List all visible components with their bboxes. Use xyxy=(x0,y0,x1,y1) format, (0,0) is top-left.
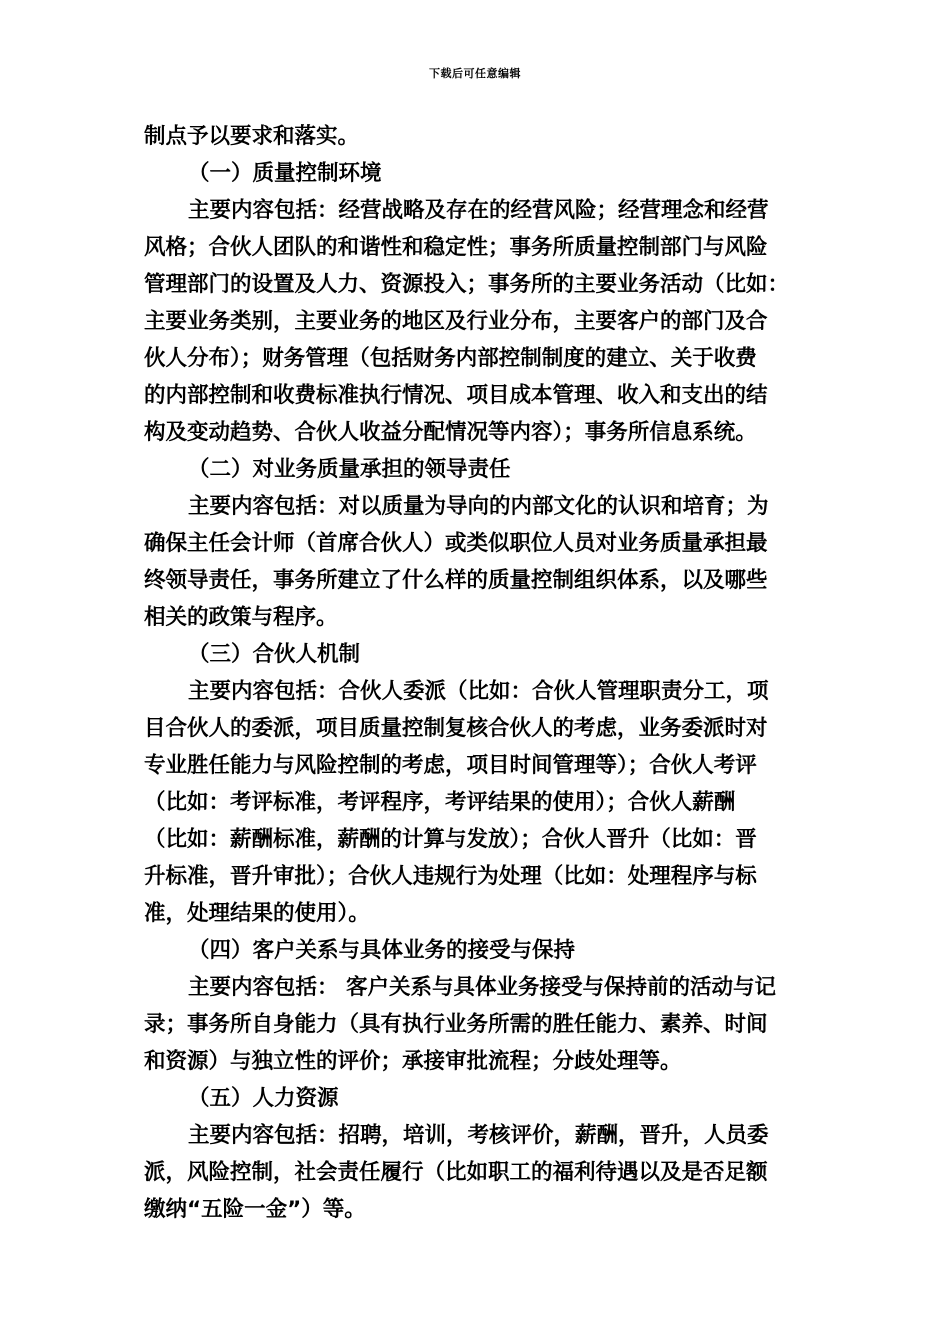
text-line: 升标准，晋升审批）；合伙人违规行为处理（比如：处理程序与标 xyxy=(144,864,757,889)
document-body xyxy=(144,118,824,1228)
text-line: 确保主任会计师（首席合伙人）或类似职位人员对业务质量承担最 xyxy=(144,531,768,556)
section-heading-1: （一）质量控制环境 xyxy=(188,161,382,186)
text-line: （比如：考评标准，考评程序，考评结果的使用）；合伙人薪酬 xyxy=(144,790,736,815)
text-line: 管理部门的设置及人力、资源投入；事务所的主要业务活动（比如： xyxy=(144,272,790,297)
text-line: 风格；合伙人团队的和谐性和稳定性；事务所质量控制部门与风险 xyxy=(144,235,768,260)
text-line: 录；事务所自身能力（具有执行业务所需的胜任能力、素养、时间 xyxy=(144,1012,768,1037)
text-line: 主要内容包括： 客户关系与具体业务接受与保持前的活动与记 xyxy=(188,975,776,1000)
text-line: 主要内容包括：经营战略及存在的经营风险；经营理念和经营 xyxy=(188,198,769,223)
text-line: 主要内容包括：对以质量为导向的内部文化的认识和培育；为 xyxy=(188,494,769,519)
text-line: 的内部控制和收费标准执行情况、项目成本管理、收入和支出的结 xyxy=(144,383,768,408)
text-line: 主要内容包括：招聘，培训，考核评价，薪酬，晋升，人员委 xyxy=(188,1123,769,1148)
text-line: 专业胜任能力与风险控制的考虑，项目时间管理等）；合伙人考评 xyxy=(144,753,757,778)
text-line: 准，处理结果的使用）。 xyxy=(144,901,370,926)
page-header: 下载后可任意编辑 xyxy=(429,67,521,80)
text-line: 制点予以要求和落实。 xyxy=(144,124,360,149)
text-line: 主要内容包括：合伙人委派（比如：合伙人管理职责分工，项 xyxy=(188,679,769,704)
text-line: 派，风险控制，社会责任履行（比如职工的福利待遇以及是否足额 xyxy=(144,1160,768,1185)
text-line: 终领导责任，事务所建立了什么样的质量控制组织体系，以及哪些 xyxy=(144,568,768,593)
text-line: 目合伙人的委派，项目质量控制复核合伙人的考虑，业务委派时对 xyxy=(144,716,768,741)
text-line: 伙人分布）；财务管理（包括财务内部控制制度的建立、关于收费 xyxy=(144,346,757,371)
text-line: 和资源）与独立性的评价；承接审批流程；分歧处理等。 xyxy=(144,1049,682,1074)
text-line: （比如：薪酬标准，薪酬的计算与发放）；合伙人晋升（比如：晋 xyxy=(144,827,757,852)
section-heading-3: （三）合伙人机制 xyxy=(188,642,361,667)
text-line: 缴纳“五险一金”）等。 xyxy=(144,1197,366,1222)
section-heading-2: （二）对业务质量承担的领导责任 xyxy=(188,457,511,482)
text-line: 主要业务类别，主要业务的地区及行业分布，主要客户的部门及合 xyxy=(144,309,768,334)
text-line: 相关的政策与程序。 xyxy=(144,605,338,630)
text-line: 构及变动趋势、合伙人收益分配情况等内容）；事务所信息系统。 xyxy=(144,420,757,445)
section-heading-4: （四）客户关系与具体业务的接受与保持 xyxy=(188,938,576,963)
section-heading-5: （五）人力资源 xyxy=(188,1086,339,1111)
